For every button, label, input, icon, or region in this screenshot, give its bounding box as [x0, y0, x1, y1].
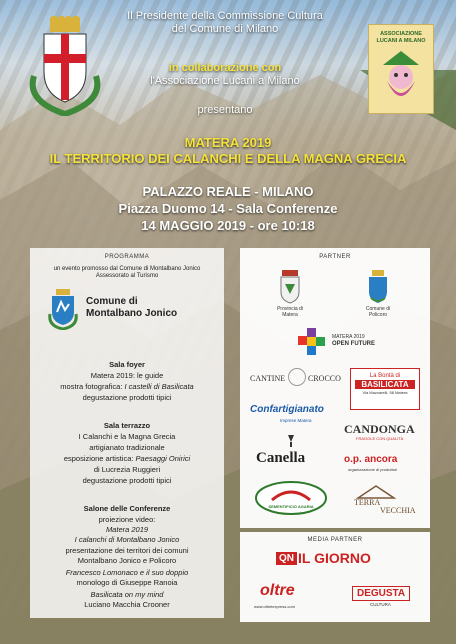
matera-2019-logo-icon: [298, 328, 326, 356]
foyer-title: Sala foyer: [109, 360, 145, 369]
bonta-basilicata-logo: [350, 368, 420, 410]
foyer-line-2-italic: I castelli di Basilicata: [124, 382, 194, 391]
qn-badge: QN: [276, 552, 297, 565]
terra-label: TERRA: [354, 498, 381, 507]
terrazzo-line-3-text: esposizione artistica:: [63, 454, 136, 463]
degusta-sub: CULTURA: [370, 602, 391, 607]
partner-panel: [240, 248, 430, 528]
policoro-label-1: Comune di: [365, 306, 391, 312]
venue-line-2: Piazza Duomo 14 - Sala Conferenze: [118, 201, 338, 216]
terrazzo-line-3-italic: Paesaggi Onirici: [135, 454, 191, 463]
conference-line-9: Luciano Macchia Crooner: [84, 600, 170, 609]
comune-name-1: Comune di: [86, 296, 138, 307]
sementificio-label: SEMENTIFICIO AGARIA: [268, 504, 314, 509]
cantine-crocco-emblem-icon: [288, 368, 306, 386]
promo-line-2: Assessorato al Turismo: [95, 273, 159, 279]
degusta-label: DEGUSTA: [352, 586, 410, 601]
il-giorno-label: IL GIORNO: [298, 550, 371, 566]
conference-title: Salone delle Conferenze: [83, 504, 171, 513]
canella-glass-icon: [284, 434, 298, 448]
terrazzo-line-5: degustazione prodotti tipici: [82, 476, 172, 485]
provincia-matera-crest-icon: [278, 270, 302, 304]
candonga-label: CANDONGA: [344, 422, 415, 436]
matera-2019-label: MATERA 2019: [332, 334, 365, 340]
venue-line-3: 14 MAGGIO 2019 - ore 10:18: [141, 218, 315, 233]
event-title-2: IL TERRITORIO DEI CALANCHI E DELLA MAGNA GRECIA: [49, 151, 407, 166]
association-logo-text-2: LUCANI A MILANO: [376, 38, 426, 44]
policoro-label-2: Policoro: [368, 312, 388, 318]
terrazzo-line-2: artigianato tradizionale: [89, 443, 165, 452]
conference-line-8: Basilicata on my mind: [90, 590, 164, 599]
brigand-face-icon: [377, 49, 425, 107]
confartigianato-sub: Imprese Matera: [280, 418, 312, 423]
conference-line-7: monologo di Giuseppe Ranoia: [76, 578, 178, 587]
programma-panel: [30, 248, 224, 618]
conference-line-3: I calanchi di Montalbano Jonico: [74, 535, 180, 544]
programma-heading: PROGRAMMA: [104, 254, 150, 260]
sementificio-logo-icon: [254, 480, 328, 516]
terrazzo-line-1: I Calanchi e la Magna Grecia: [78, 432, 176, 441]
terrazzo-line-4: di Lucrezia Ruggieri: [93, 465, 161, 474]
candonga-sub: FRAGOLE CON QUALITÀ: [356, 436, 404, 441]
event-title-1: MATERA 2019: [184, 135, 272, 150]
partner-heading: PARTNER: [319, 254, 351, 260]
venue-line-1: PALAZZO REALE - MILANO: [142, 184, 314, 199]
association-logo-text-1: ASSOCIAZIONE: [380, 31, 422, 37]
bonta-line-3: Via Mazzarelli, 58 Matera: [362, 390, 408, 395]
montalbano-coat-of-arms-icon: [46, 288, 80, 330]
oltre-sub: www.oltrelexpress.com: [254, 604, 295, 609]
provincia-label-2: Matera: [282, 312, 298, 318]
associazione-lucani-logo: [368, 24, 434, 114]
terrazzo-title: Sala terrazzo: [103, 421, 151, 430]
milano-coat-of-arms-icon: [22, 16, 108, 116]
ancora-sub: organizzazione di produttori: [348, 467, 398, 472]
header-line-4: l'Associazione Lucani a Milano: [150, 75, 300, 87]
bonta-line-1: La Bontà di: [369, 373, 401, 379]
header-line-5: presentano: [197, 104, 253, 116]
open-future-label: OPEN FUTURE: [332, 341, 376, 347]
foyer-line-3: degustazione prodotti tipici: [82, 393, 172, 402]
cantine-label: CANTINE: [250, 374, 286, 383]
header-line-3: in collaborazione con: [168, 62, 282, 74]
oltre-label: oltre: [260, 582, 295, 599]
terrazzo-line-3: [30, 454, 224, 463]
media-partner-panel: [240, 532, 430, 622]
foyer-line-1: Matera 2019: le guide: [90, 371, 164, 380]
comune-policoro-crest-icon: [366, 270, 390, 304]
ancora-label: o.p. ancora: [344, 454, 398, 465]
header-line-1: Il Presidente della Commissione Cultura: [127, 10, 323, 22]
foyer-line-2: [30, 382, 224, 391]
conference-line-4: presentazione dei territori dei comuni: [65, 546, 189, 555]
header-line-2: del Comune di Milano: [171, 23, 279, 35]
conference-line-5: Montalbano Jonico e Policoro: [77, 556, 177, 565]
confartigianato-label: Confartigianato: [250, 404, 324, 415]
media-partner-heading: MEDIA PARTNER: [307, 537, 363, 543]
promo-line-1: un evento promosso dal Comune di Montalbano Jonico: [53, 266, 201, 272]
vecchia-label: VECCHIA: [380, 506, 416, 515]
conference-line-1: proiezione video:: [98, 515, 156, 524]
provincia-label-1: Provincia di: [277, 306, 303, 312]
foyer-line-2-text: mostra fotografica:: [60, 382, 125, 391]
canella-label: Canella: [256, 450, 306, 466]
conference-line-6: Francesco Lomonaco e il suo doppio: [65, 568, 189, 577]
crocco-label: CROCCO: [308, 374, 341, 383]
bonta-line-2: BASILICATA: [355, 380, 415, 389]
comune-name-2: Montalbano Jonico: [86, 308, 178, 319]
conference-line-2: Matera 2019: [105, 525, 149, 534]
